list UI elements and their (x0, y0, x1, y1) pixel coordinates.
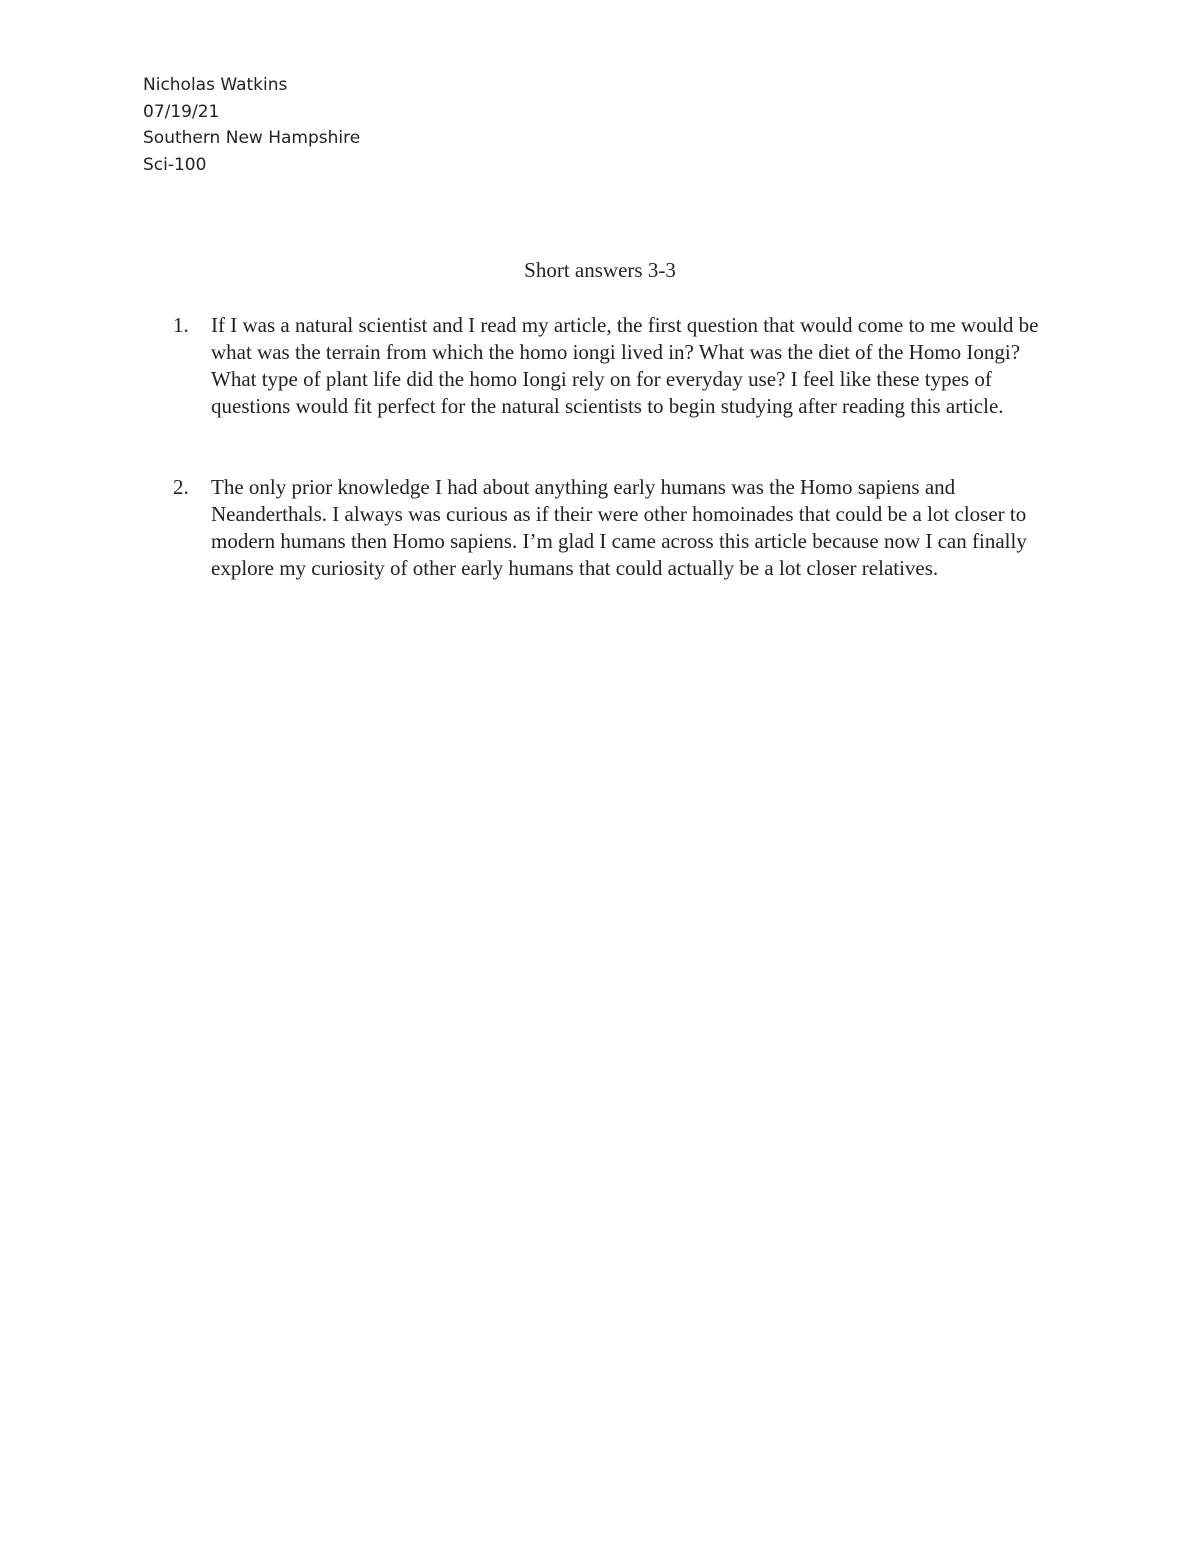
answer-number: 1. (173, 313, 189, 337)
course-code: Sci-100 (143, 154, 207, 175)
answer-item (173, 474, 1053, 582)
submission-date: 07/19/21 (143, 101, 220, 122)
answer-number: 2. (173, 475, 189, 499)
student-header (143, 72, 360, 178)
answer-text: The only prior knowledge I had about anything early humans was the Homo sapiens and Neanderthals. I always was curious as if their were other homoinades that could be a lot closer to modern humans then Homo sapiens. I’m glad I came across this article because now I can finally explore my curiosity of other early humans that could actually be a lot closer relatives. (211, 475, 1027, 580)
document-title: Short answers 3-3 (524, 258, 676, 282)
answer-item (173, 312, 1053, 420)
school-name: Southern New Hampshire (143, 128, 361, 148)
answer-list (173, 312, 1053, 582)
answer-text: If I was a natural scientist and I read my article, the first question that would come to me would be what was the terrain from which the homo iongi lived in? What was the diet of the Homo Iongi? What type of plant life did the homo Iongi rely on for everyday use? I feel like these types of questions would fit perfect for the natural scientists to begin studying after reading this article. (211, 313, 1039, 418)
student-name: Nicholas Watkins (143, 75, 288, 95)
